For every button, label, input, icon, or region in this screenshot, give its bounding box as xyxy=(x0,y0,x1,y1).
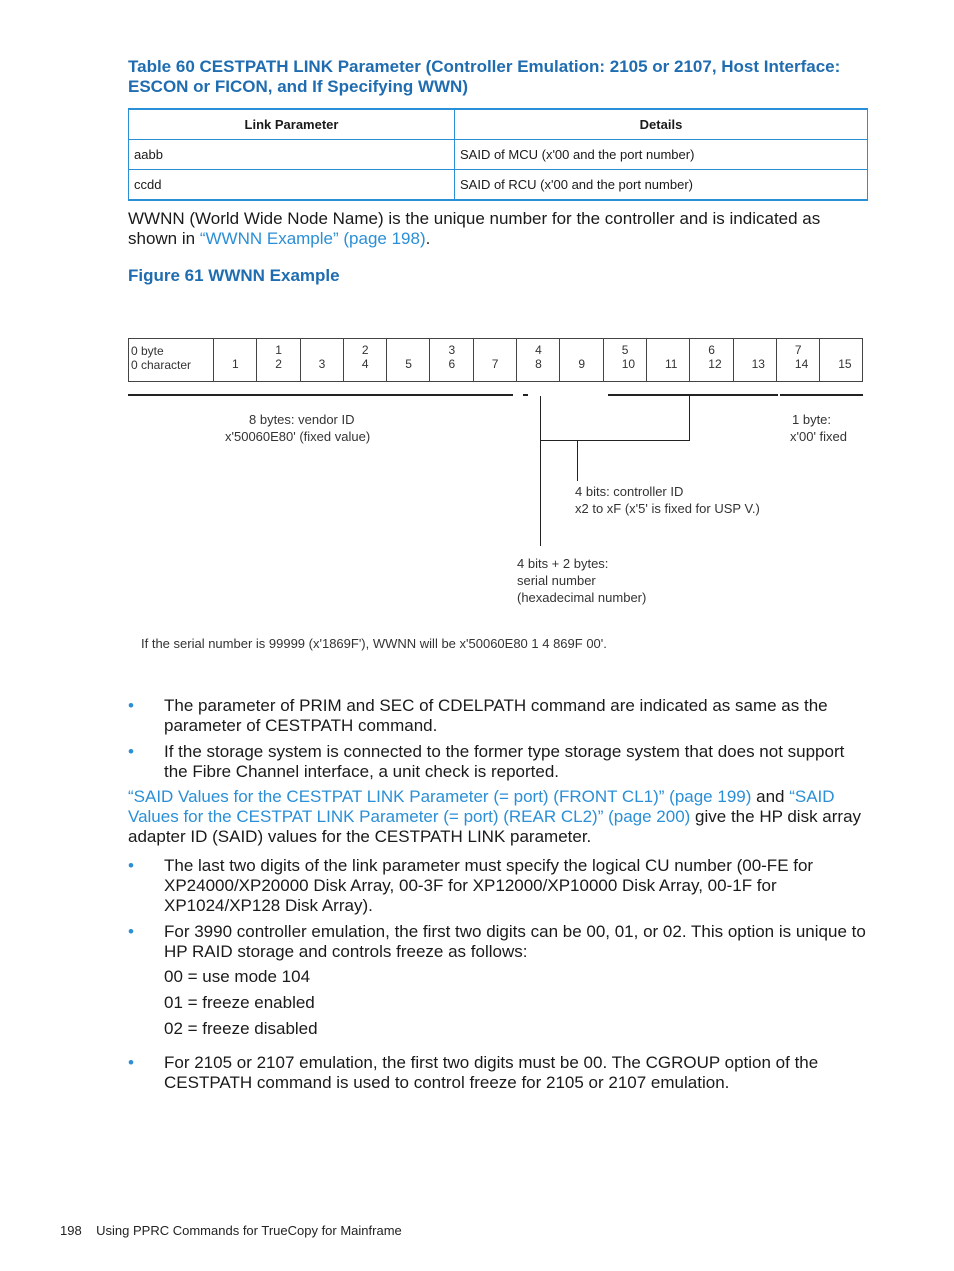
paragraph-text: and xyxy=(751,787,790,806)
table-cell: SAID of MCU (x'00 and the port number) xyxy=(455,140,868,170)
byte-cell xyxy=(257,338,300,382)
byte-number: 1 xyxy=(275,343,282,357)
controller-bracket-line xyxy=(608,394,778,396)
controller-id-value: x2 to xF (x'5' is fixed for USP V.) xyxy=(575,501,760,516)
wwnn-example-link[interactable]: “WWNN Example” (page 198) xyxy=(199,229,426,248)
serial-label-3: (hexadecimal number) xyxy=(517,590,647,605)
link-parameter-table xyxy=(128,108,868,201)
list-item: If the storage system is connected to the former type storage system that does not support the Fibre Channel interface, a unit check is reported. xyxy=(164,742,845,781)
page-number: 198 xyxy=(60,1223,82,1238)
byte-cell xyxy=(820,338,863,382)
table-row xyxy=(129,170,868,201)
bullet-icon: • xyxy=(128,696,134,715)
char-number: 2 xyxy=(275,357,282,371)
said-paragraph xyxy=(128,787,870,847)
fixed-byte-value: x'00' fixed xyxy=(790,429,847,444)
said-front-link[interactable]: “SAID Values for the CESTPAT LINK Parameter (= port) (FRONT CL1)” (page 199) xyxy=(128,787,752,806)
char-number: 8 xyxy=(535,357,542,371)
char-number: 10 xyxy=(621,357,636,371)
vendor-id-value: x'50060E80' (fixed value) xyxy=(225,429,371,444)
bullet-icon: • xyxy=(128,1053,134,1072)
byte-cell xyxy=(604,338,647,382)
figure-note: If the serial number is 99999 (x'1869F'), WWNN will be x'50060E80 1 4 869F 00'. xyxy=(141,636,607,651)
byte-number: 2 xyxy=(361,343,369,357)
byte-cell xyxy=(777,338,820,382)
table-cell: aabb xyxy=(129,140,455,170)
list-item: The parameter of PRIM and SEC of CDELPATH command are indicated as same as the parameter of CESTPATH command. xyxy=(164,696,828,735)
figure-caption: Figure 61 WWNN Example xyxy=(128,266,340,285)
char-number: 14 xyxy=(794,357,809,371)
char-number: 3 xyxy=(318,357,326,371)
char-number: 1 xyxy=(232,357,239,371)
table-cell: ccdd xyxy=(129,170,455,201)
list-item: For 3990 controller emulation, the first two digits can be 00, 01, or 02. This option is unique to HP RAID storage and controls freeze as follows: xyxy=(164,922,866,961)
footer-title: Using PPRC Commands for TrueCopy for Mainframe xyxy=(96,1223,402,1238)
bullet-icon: • xyxy=(128,742,134,761)
char-number: 13 xyxy=(751,357,765,371)
char-number: 9 xyxy=(578,357,586,371)
list-item: The last two digits of the link parameter must specify the logical CU number (00-FE for XP24000/XP20000 Disk Array, 00-3F for XP12000/XP10000 Disk Array, 00-1F for XP1024/XP128 Disk Array). xyxy=(164,856,814,915)
serial-leader-line xyxy=(540,396,541,546)
byte-cell xyxy=(560,338,603,382)
byte-cell xyxy=(474,338,517,382)
paragraph-text: WWNN (World Wide Node Name) is the unique number for the controller and is indicated as shown in xyxy=(128,209,821,248)
freeze-option: 01 = freeze enabled xyxy=(164,993,315,1012)
fixed-byte-label: 1 byte: xyxy=(792,412,832,427)
char-label: 0 character xyxy=(131,358,192,372)
fixed-bracket-line xyxy=(780,394,863,396)
table-caption: Table 60 CESTPATH LINK Parameter (Controller Emulation: 2105 or 2107, Host Interface: ESCON or FICON, and If Specifying WWN) xyxy=(128,57,841,96)
char-number: 4 xyxy=(361,357,369,371)
vendor-id-label: 8 bytes: vendor ID xyxy=(249,412,355,427)
byte-number: 4 xyxy=(535,343,542,357)
vendor-bracket-line xyxy=(128,394,513,396)
byte-number: 6 xyxy=(708,343,715,357)
serial-bracket-end xyxy=(689,396,690,441)
table-row xyxy=(129,140,868,170)
byte-cell xyxy=(647,338,690,382)
char-number: 5 xyxy=(405,357,412,371)
byte-cell xyxy=(734,338,777,382)
paragraph-text: give the HP disk array adapter ID (SAID) values for the CESTPATH LINK parameter. xyxy=(128,807,862,846)
byte-cell xyxy=(344,338,387,382)
wwnn-diagram xyxy=(128,338,866,678)
table-cell: SAID of RCU (x'00 and the port number) xyxy=(455,170,868,201)
byte-number: 3 xyxy=(448,343,456,357)
column-header: Link Parameter xyxy=(129,109,455,140)
serial-bracket-line xyxy=(540,440,690,441)
wwnn-paragraph xyxy=(128,209,868,249)
char-number: 12 xyxy=(708,357,722,371)
said-rear-link[interactable]: “SAID Values for the CESTPAT LINK Parameter (= port) (REAR CL2)” (page 200) xyxy=(128,787,835,826)
paragraph-text: . xyxy=(425,229,431,248)
controller-id-label: 4 bits: controller ID xyxy=(575,484,684,499)
byte-cell-0 xyxy=(128,338,214,382)
table-header-row xyxy=(129,109,868,140)
serial-label-2: serial number xyxy=(517,573,596,588)
controller-leader-line xyxy=(577,441,578,481)
page-footer xyxy=(60,1223,402,1238)
byte-cell xyxy=(301,338,344,382)
bullet-icon: • xyxy=(128,856,134,875)
byte-label: 0 byte xyxy=(131,344,164,358)
byte-number: 7 xyxy=(794,343,802,357)
freeze-option: 02 = freeze disabled xyxy=(164,1019,318,1038)
byte-cell xyxy=(387,338,430,382)
byte-cell xyxy=(214,338,257,382)
column-header: Details xyxy=(455,109,868,140)
serial-label: 4 bits + 2 bytes: xyxy=(517,556,609,571)
char-number: 15 xyxy=(838,357,852,371)
char-number: 11 xyxy=(665,357,678,371)
char-number: 7 xyxy=(491,357,499,371)
bracket-tick xyxy=(523,394,528,396)
list-item: For 2105 or 2107 emulation, the first two digits must be 00. The CGROUP option of the CESTPATH command is used to control freeze for 2105 or 2107 emulation. xyxy=(164,1053,819,1092)
char-number: 6 xyxy=(448,357,456,371)
bullet-icon: • xyxy=(128,922,134,941)
byte-cell xyxy=(690,338,733,382)
byte-cell xyxy=(517,338,560,382)
byte-number: 5 xyxy=(621,343,629,357)
byte-cell xyxy=(431,338,474,382)
freeze-option: 00 = use mode 104 xyxy=(164,967,311,986)
